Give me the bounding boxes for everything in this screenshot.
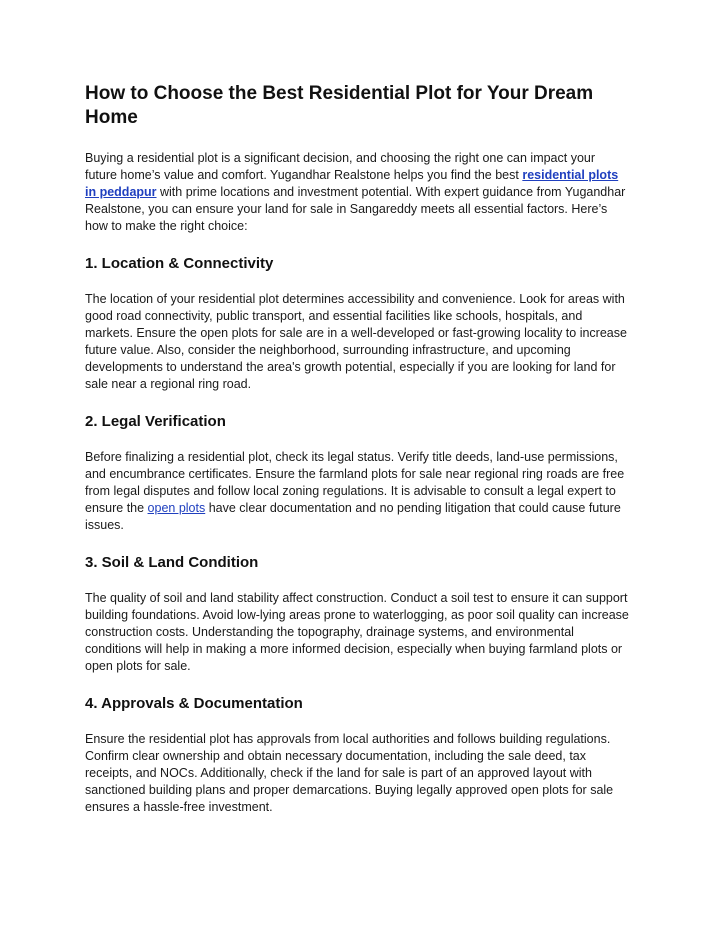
section-body-location: The location of your residential plot determines accessibility and convenience. Look for areas with good road connectivity, public transport, and essential facilities like schools, hospitals, and markets. Ensure the open plots for sale are in a well-developed or fast-growing locality to increase future value. Also, consider the neighborhood, surrounding infrastructure, and upcoming developments to understand the area's growth potential, especially if you are looking for land for sale near a regional ring road. xyxy=(85,292,627,391)
page-title: How to Choose the Best Residential Plot for Your Dream Home xyxy=(85,83,594,128)
section-heading-approvals: 4. Approvals & Documentation xyxy=(85,695,303,712)
open-plots-link[interactable]: open plots xyxy=(147,501,206,515)
section-heading-location: 1. Location & Connectivity xyxy=(85,255,274,272)
section-heading-legal: 2. Legal Verification xyxy=(85,413,226,430)
intro-text-before: Buying a residential plot is a significant decision, and choosing the right one can impact your future home’s value and comfort. Yugandhar Realstone helps you find the best xyxy=(85,151,596,182)
intro-paragraph xyxy=(85,150,630,235)
section-heading-soil: 3. Soil & Land Condition xyxy=(85,554,259,571)
intro-text-after: with prime locations and investment potential. With expert guidance from Yugandhar Realstone, you can ensure your land for sale in Sangareddy meets all essential factors. Here’s how to make the right choice: xyxy=(85,185,626,233)
section-body-soil: The quality of soil and land stability affect construction. Conduct a soil test to ensure it can support building foundations. Avoid low-lying areas prone to waterlogging, as poor soil quality can increase construction costs. Understanding the topography, drainage systems, and environmental conditions will help in making a more informed decision, especially when buying farmland plots or open plots for sale. xyxy=(85,591,629,673)
section-body-legal xyxy=(85,449,630,534)
residential-plots-link[interactable]: residential plots in peddapur xyxy=(85,168,619,199)
legal-text-before: Before finalizing a residential plot, check its legal status. Verify title deeds, land-use permissions, and encumbrance certificates. Ensure the farmland plots for sale near regional ring roads are free from legal disputes and follow local zoning regulations. It is advisable to consult a legal expert to ensure the xyxy=(85,450,625,515)
section-body-approvals: Ensure the residential plot has approvals from local authorities and follows building regulations. Confirm clear ownership and obtain necessary documentation, including the sale deed, tax receipts, and NOCs. Additionally, check if the land for sale is part of an approved layout with sanctioned building plans and proper demarcations. Buying legally approved open plots for sale ensures a hassle-free investment. xyxy=(85,732,614,814)
legal-text-after: have clear documentation and no pending litigation that could cause future issues. xyxy=(85,501,621,532)
